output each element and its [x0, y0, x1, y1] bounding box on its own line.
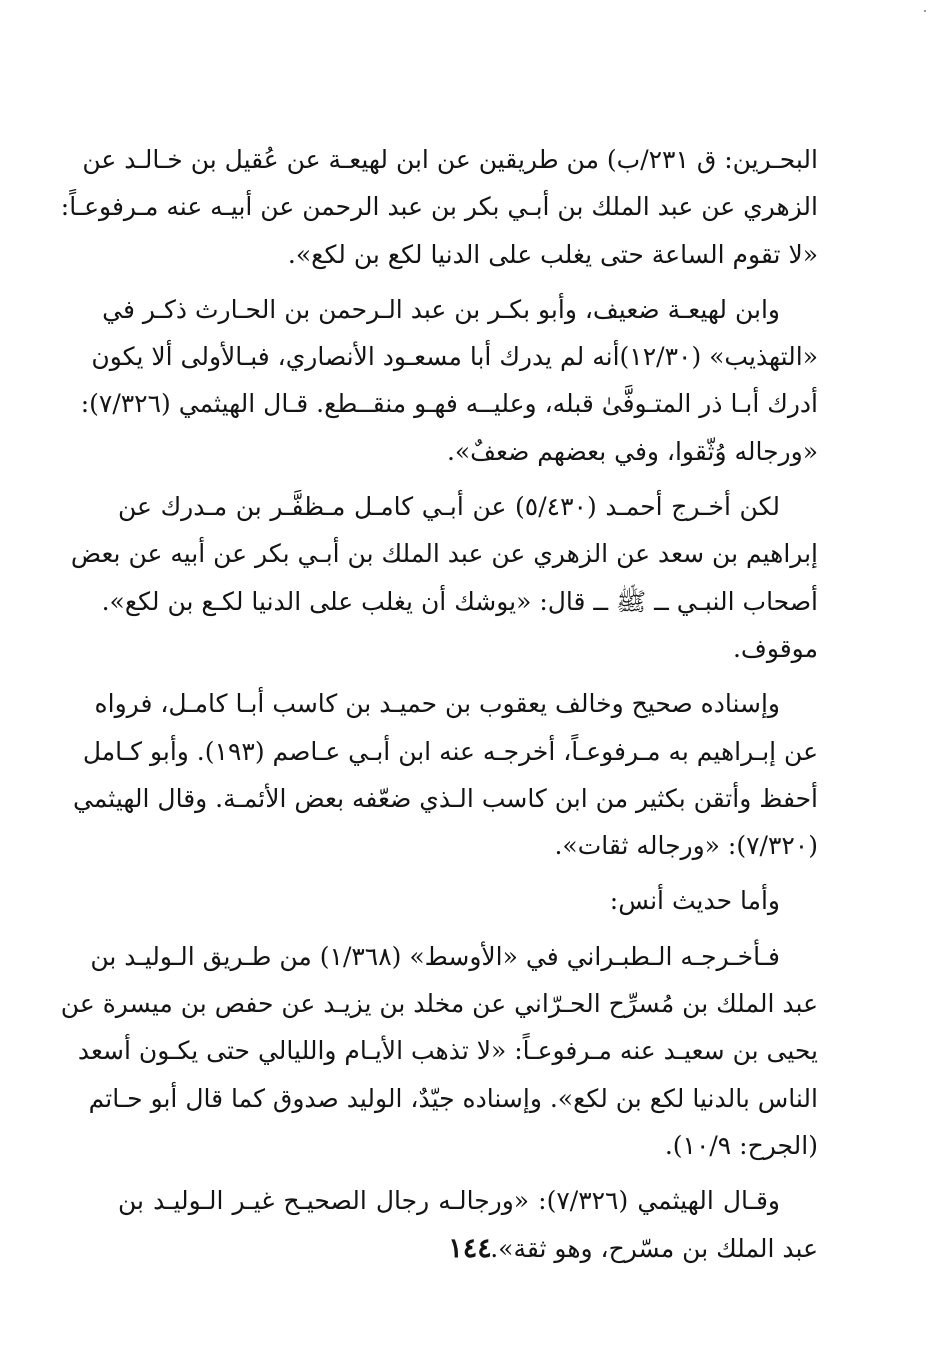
- paragraph-gap: [118, 475, 818, 483]
- paragraph: [60, 136, 818, 278]
- text-line: أدرك أبـا ذر المتـوفَّىٰ قبله، وعليــه فهـو منقــطع. قـال الهيثمي (٧/٣٢٦):: [80, 389, 818, 419]
- text-line: فـأخـرجـه الـطبـراني في «الأوسط» (١/٣٦٨) من طـريق الـوليـد بن: [90, 941, 780, 971]
- text-line: وإسناده صحيح وخالف يعقوب بن حميـد بن كاسب أبـا كامـل، فرواه: [94, 689, 780, 719]
- text-line: أصحاب النبـي ــ ﷺ ــ قال: «يوشك أن يغلب على الدنيا لكـع بن لكع».: [101, 586, 818, 616]
- paragraph-gap: [118, 672, 818, 680]
- text-line: الناس بالدنيا لكع بن لكع». وإسناده جيّدٌ، الوليد صدوق كما قال أبو حـاتم: [88, 1083, 818, 1113]
- text-line: «لا تقوم الساعة حتى يغلب على الدنيا لكع بن لكع».: [287, 239, 818, 269]
- main-text: [60, 136, 818, 1272]
- scan-dot: [924, 10, 926, 12]
- paragraph-gap: [118, 869, 818, 877]
- text-line: عن إبـراهيم به مـرفوعـاً، أخرجـه عنه ابن أبـي عـاصم (١٩٣). وأبو كـامل: [82, 736, 818, 766]
- paragraph: [60, 933, 818, 1169]
- text-line: وأما حديث أنس:: [609, 886, 780, 916]
- paragraph-gap: [118, 1169, 818, 1177]
- text-line: إبراهيم بن سعد عن الزهري عن عبد الملك بن أبـي بكر عن أبيه عن بعض: [70, 539, 818, 569]
- paragraph: [80, 286, 818, 475]
- text-line: «التهذيب» (١٢/٣٠)أنه لم يدرك أبا مسعـود الأنصاري، فبـالأولى ألا يكون: [91, 342, 818, 372]
- text-line: يحيى بن سعيـد عنه مـرفوعـاً: «لا تذهب الأيـام والليالي حتى يكـون أسعد: [77, 1036, 818, 1066]
- text-line: (٧/٣٢٠): «ورجاله ثقات».: [554, 831, 818, 861]
- text-line: وابن لهيعـة ضعيف، وأبو بكـر بن عبد الـرحمن بن الحـارث ذكـر في: [102, 294, 780, 324]
- text-line: (الجرح: ١٠/٩).: [664, 1130, 818, 1160]
- text-line: «ورجاله وُثّقوا، وفي بعضهم ضعفٌ».: [446, 436, 818, 466]
- text-line: وقـال الهيثمي (٧/٣٢٦): «ورجالـه رجال الصحيـح غيـر الـوليـد بن: [118, 1186, 780, 1216]
- text-line: البحـرين: ق ٢٣١/ب) من طريقين عن ابن لهيعـة عن عُقيل بن خـالـد عن: [82, 145, 818, 174]
- page-number: ١٤٤: [448, 1233, 492, 1264]
- text-line: موقوف.: [732, 633, 818, 663]
- paragraph: [118, 877, 818, 924]
- text-line: لكن أخـرج أحمـد (٥/٤٣٠) عن أبـي كامـل مـظفَّـر بن مـدرك عن: [118, 492, 780, 522]
- paragraph-gap: [118, 925, 818, 933]
- paragraph: [70, 483, 818, 672]
- text-line: أحفظ وأتقن بكثير من ابن كاسب الـذي ضعّفه بعض الأئمـة. وقال الهيثمي: [73, 783, 818, 813]
- paragraph: [73, 680, 818, 869]
- text-line: عبد الملك بن مُسرِّح الحـرّاني عن مخلد بن يزيـد عن حفص بن ميسرة عن: [60, 989, 818, 1019]
- text-line: عبد الملك بن مسّرح، وهو ثقة».: [490, 1233, 818, 1263]
- paragraph-gap: [118, 278, 818, 286]
- text-line: الزهري عن عبد الملك بن أبـي بكر بن عبد الرحمن عن أبيـه عنه مـرفوعـاً:: [60, 192, 818, 222]
